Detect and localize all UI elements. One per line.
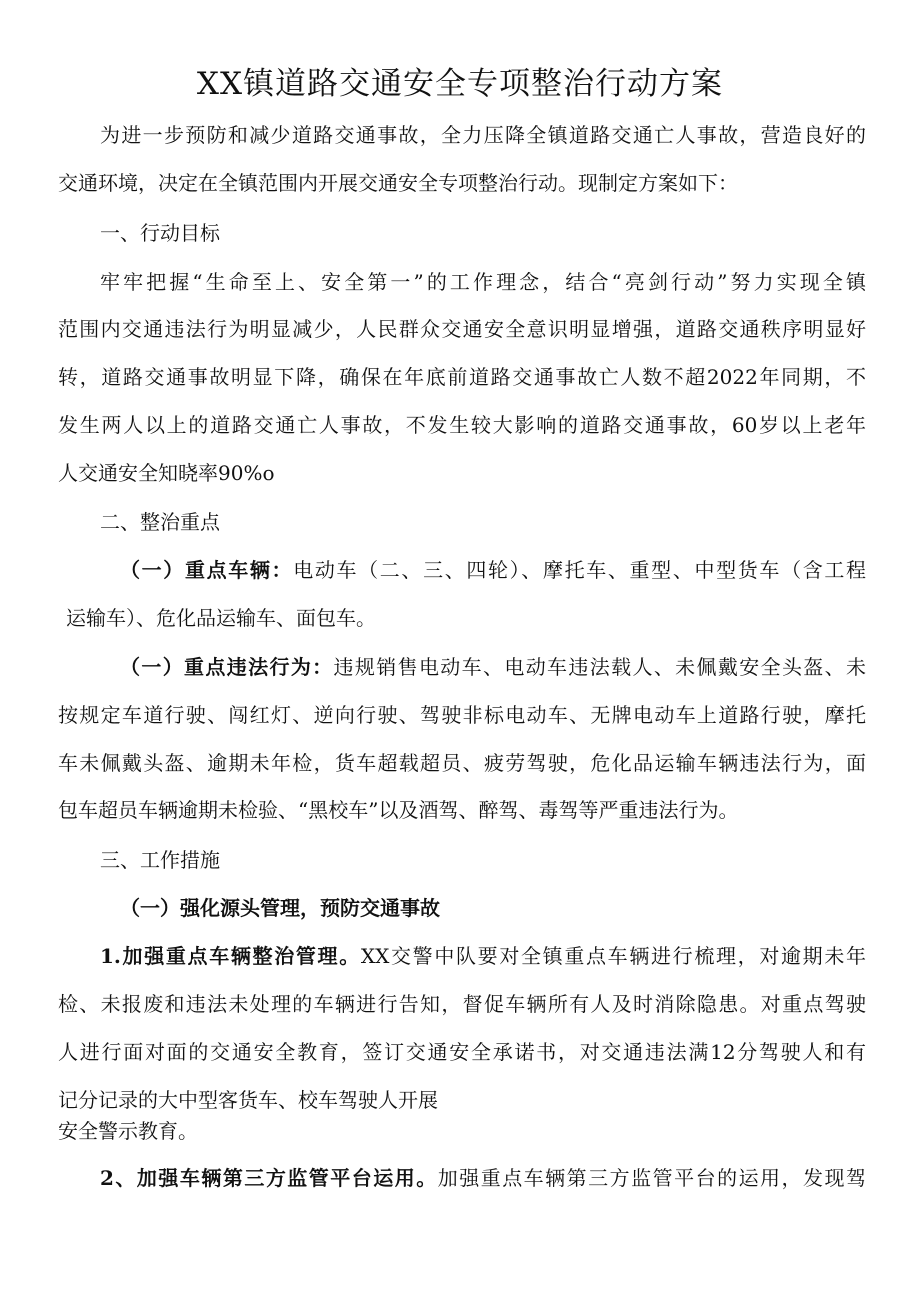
section-3-para-2-line-1: [100, 1163, 866, 1193]
section-2-heading: 二、整治重点: [100, 510, 220, 534]
section-3-para-2-text: 加强重点车辆第三方监管平台的运用，发现驾: [437, 1166, 866, 1190]
section-2-item-2-line-4: 包车超员车辆逾期未检验、“黑校车”以及酒驾、醉驾、毒驾等严重违法行为。: [58, 798, 739, 822]
section-3-subheading-1: （一）强化源头管理，预防交通事故: [120, 896, 440, 920]
section-1-line-1: 牢牢把握“生命至上、安全第一”的工作理念，结合“亮剑行动”努力实现全镇: [100, 270, 866, 294]
intro-line-1: 为进一步预防和减少道路交通事故，全力压降全镇道路交通亡人事故，营造良好的: [100, 123, 866, 147]
section-2-item-1-label: （一）重点车辆：: [120, 558, 294, 582]
section-3-para-1-line-2: 检、未报废和违法未处理的车辆进行告知，督促车辆所有人及时消除隐患。对重点驾驶: [58, 992, 866, 1016]
section-2-item-1-line-1: [120, 555, 866, 585]
section-1-line-5: 人交通安全知晓率90%o: [58, 461, 275, 485]
section-3-para-1-line-4: 记分记录的大中型客货车、校车驾驶人开展: [58, 1088, 438, 1112]
section-1-heading: 一、行动目标: [100, 221, 220, 245]
section-1-line-3: 转，道路交通事故明显下降，确保在年底前道路交通事故亡人数不超2022年同期，不: [58, 365, 866, 389]
section-3-para-1-line-1: [100, 941, 866, 971]
section-3-para-2-label: 2、加强车辆第三方监管平台运用。: [100, 1166, 438, 1190]
page-title: XX镇道路交通安全专项整治行动方案: [196, 66, 724, 102]
section-2-item-2-line-2: 按规定车道行驶、闯红灯、逆向行驶、驾驶非标电动车、无牌电动车上道路行驶，摩托: [58, 703, 866, 727]
section-2-item-2-text: 违规销售电动车、电动车违法载人、未佩戴安全头盔、未: [333, 655, 866, 679]
section-1-line-4: 发生两人以上的道路交通亡人事故，不发生较大影响的道路交通事故，60岁以上老年: [58, 413, 866, 437]
section-2-item-1-line-2: 运输车）、危化品运输车、面包车。: [66, 606, 376, 630]
section-2-item-2-label: （一）重点违法行为：: [120, 655, 334, 679]
section-2-item-2-line-1: [120, 652, 866, 682]
section-3-para-1-line-5: 安全警示教育。: [58, 1119, 198, 1143]
section-2-item-1-text: 电动车（二、三、四轮）、摩托车、重型、中型货车（含工程: [293, 558, 866, 582]
section-3-para-1-line-3: 人进行面对面的交通安全教育，签订交通安全承诺书，对交通违法满12分驾驶人和有: [58, 1040, 866, 1064]
intro-line-2: 交通环境，决定在全镇范围内开展交通安全专项整治行动。现制定方案如下：: [58, 171, 738, 195]
section-1-line-2: 范围内交通违法行为明显减少，人民群众交通安全意识明显增强，道路交通秩序明显好: [58, 317, 866, 341]
section-3-para-1-text: XX交警中队要对全镇重点车辆进行梳理，对逾期未年: [360, 944, 866, 968]
section-3-heading: 三、工作措施: [100, 848, 220, 872]
section-2-item-2-line-3: 车未佩戴头盔、逾期未年检，货车超载超员、疲劳驾驶，危化品运输车辆违法行为，面: [58, 751, 866, 775]
section-3-para-1-label: 1.加强重点车辆整治管理。: [100, 944, 361, 968]
